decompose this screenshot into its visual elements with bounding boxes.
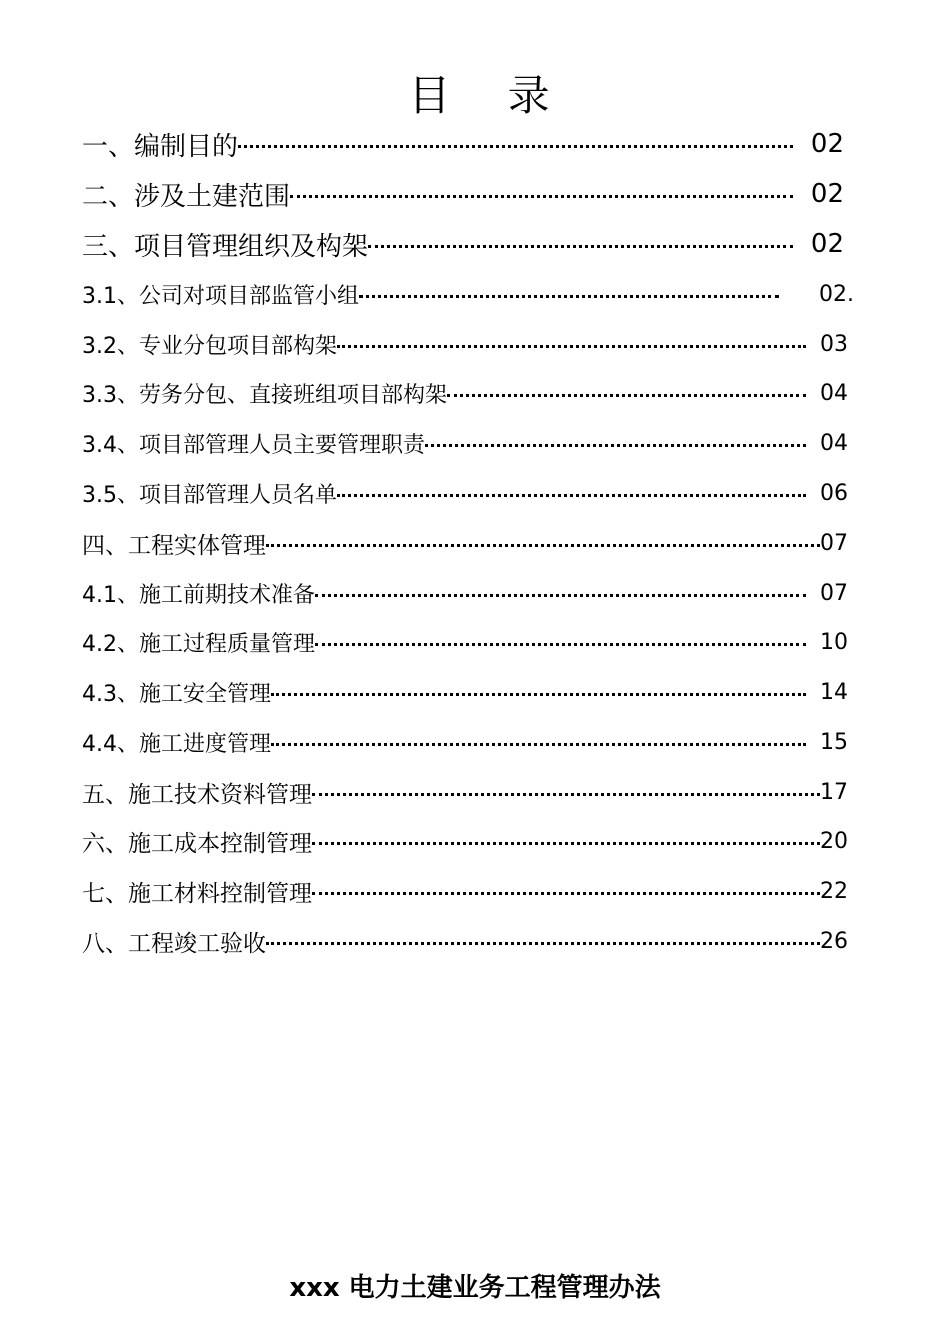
toc-entry[interactable] (82, 224, 844, 264)
dot-leader (312, 821, 820, 861)
dot-leader (368, 224, 793, 264)
dot-leader (337, 473, 806, 513)
toc-entry[interactable] (82, 174, 844, 214)
toc-entry[interactable] (82, 573, 848, 613)
toc-entry[interactable] (82, 124, 844, 164)
toc-entry[interactable] (82, 274, 854, 314)
dot-leader (315, 573, 806, 613)
dot-leader (315, 622, 806, 662)
dot-leader (447, 373, 806, 413)
dot-leader (266, 921, 820, 961)
toc-entry-label: 三、项目管理组织及构架 (82, 231, 369, 262)
toc-entry-page: 20 (820, 828, 848, 854)
dot-leader (359, 274, 779, 314)
toc-entry-label: 4.2、施工过程质量管理 (82, 631, 315, 657)
dot-leader (425, 423, 806, 463)
toc-entry-page: 04 (820, 430, 848, 456)
toc-entry-page: 06 (820, 480, 848, 506)
dot-leader (271, 672, 806, 712)
toc-entry-page: 02 (810, 229, 844, 259)
toc-entry[interactable] (82, 722, 848, 762)
toc-entry-label: 3.4、项目部管理人员主要管理职责 (82, 432, 425, 458)
toc-entry[interactable] (82, 871, 848, 911)
dot-leader (238, 124, 793, 164)
toc-entry-label: 六、施工成本控制管理 (82, 830, 312, 857)
toc-entry-label: 4.1、施工前期技术准备 (82, 582, 315, 608)
toc-entry-page: 22 (820, 878, 848, 904)
toc-entry-page: 02 (810, 129, 844, 159)
toc-entry-label: 3.1、公司对项目部监管小组 (82, 283, 359, 309)
page-title: 目 录 (408, 71, 572, 120)
toc-entry-page: 02 (810, 179, 844, 209)
toc-entry-page: 07 (820, 580, 848, 606)
toc-entry[interactable] (82, 324, 848, 364)
toc-entry-page: 26 (820, 928, 848, 954)
toc-entry[interactable] (82, 921, 848, 961)
toc-entry-label: 3.3、劳务分包、直接班组项目部构架 (82, 382, 447, 408)
toc-entry-label: 二、涉及土建范围 (82, 181, 291, 212)
toc-entry-label: 4.4、施工进度管理 (82, 731, 271, 757)
dot-leader (312, 871, 820, 911)
dot-leader (337, 324, 806, 364)
toc-entry-page: 14 (820, 679, 848, 705)
document-footer-title: xxx 电力土建业务工程管理办法 (289, 1273, 661, 1303)
toc-entry-label: 3.5、项目部管理人员名单 (82, 482, 337, 508)
toc-entry-page: 04 (820, 380, 848, 406)
toc-entry-page: 03 (820, 331, 848, 357)
toc-entry-page: 02. (819, 281, 854, 307)
toc-entry[interactable] (82, 423, 848, 463)
toc-entry-label: 3.2、专业分包项目部构架 (82, 333, 337, 359)
toc-entry[interactable] (82, 473, 848, 513)
toc-entry-label: 一、编制目的 (82, 131, 239, 162)
toc-entry-page: 10 (820, 629, 848, 655)
toc-entry[interactable] (82, 622, 848, 662)
toc-entry-page: 15 (820, 729, 848, 755)
toc-entry-label: 4.3、施工安全管理 (82, 681, 271, 707)
toc-entry-label: 八、工程竣工验收 (82, 930, 266, 957)
toc-entry-page: 07 (820, 530, 848, 556)
toc-entry-label: 七、施工材料控制管理 (82, 880, 312, 907)
toc-entry[interactable] (82, 373, 848, 413)
toc-entry[interactable] (82, 772, 848, 812)
dot-leader (312, 772, 820, 812)
toc-entry[interactable] (82, 523, 848, 563)
toc-entry[interactable] (82, 672, 848, 712)
toc-entry-label: 五、施工技术资料管理 (82, 781, 312, 808)
toc-entry[interactable] (82, 821, 848, 861)
dot-leader (266, 523, 820, 563)
toc-entry-page: 17 (820, 779, 848, 805)
toc-entry-label: 四、工程实体管理 (82, 532, 266, 559)
dot-leader (271, 722, 806, 762)
dot-leader (290, 174, 793, 214)
